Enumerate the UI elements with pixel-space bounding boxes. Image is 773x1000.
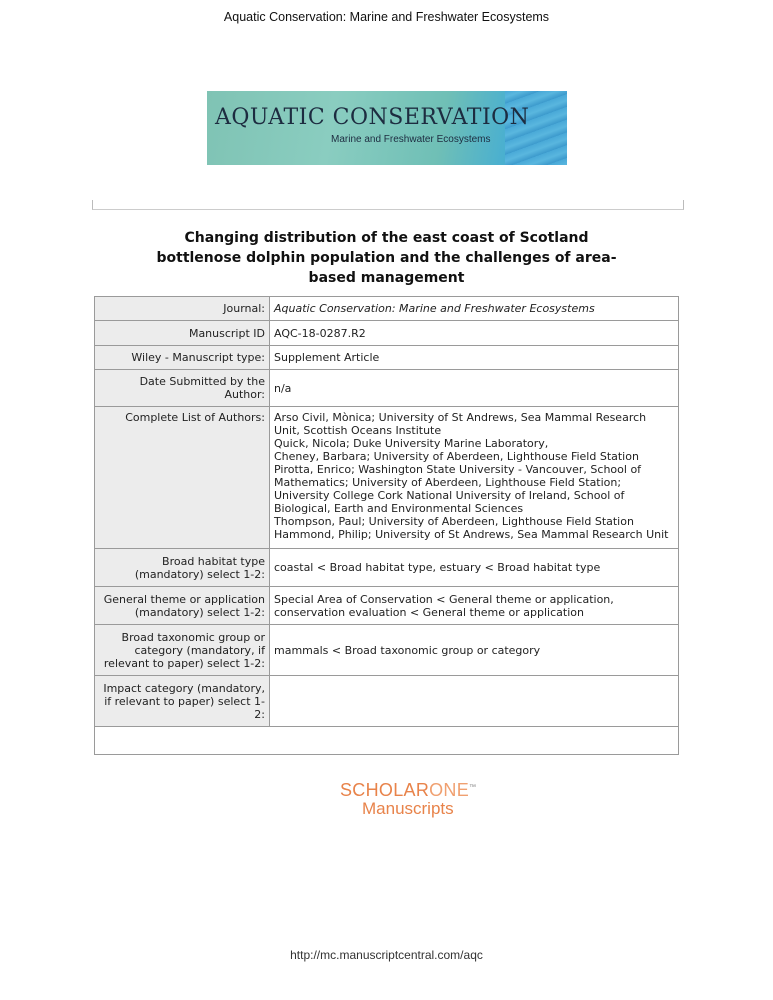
impact-label: Impact category (mandatory, if relevant to paper) select 1-2: <box>95 676 270 727</box>
date-submitted-label: Date Submitted by the Author: <box>95 370 270 407</box>
one-text: ONE <box>429 780 470 800</box>
table-row <box>95 407 679 549</box>
banner-subtitle: Marine and Freshwater Ecosystems <box>331 134 491 145</box>
author-entry: Quick, Nicola; Duke University Marine Laboratory, <box>274 437 549 450</box>
journal-banner <box>207 91 567 165</box>
taxonomic-label: Broad taxonomic group or category (mandatory, if relevant to paper) select 1-2: <box>95 625 270 676</box>
banner-title: AQUATIC CONSERVATION <box>215 105 530 130</box>
table-row <box>95 346 679 370</box>
date-submitted-value: n/a <box>270 370 679 407</box>
author-entry: Arso Civil, Mònica; University of St Andrews, Sea Mammal Research Unit, Scottish Oceans Institute <box>274 411 647 437</box>
manuscript-type-label: Wiley - Manuscript type: <box>95 346 270 370</box>
authors-label: Complete List of Authors: <box>95 407 270 549</box>
table-row <box>95 370 679 407</box>
theme-value: Special Area of Conservation < General theme or application, conservation evaluation < General theme or application <box>270 587 679 625</box>
impact-value <box>270 676 679 727</box>
scholarone-wordmark <box>340 780 476 801</box>
divider <box>92 200 684 210</box>
table-row <box>95 625 679 676</box>
table-row <box>95 727 679 755</box>
manuscript-type-value: Supplement Article <box>270 346 679 370</box>
empty-row <box>95 727 679 755</box>
manuscript-title <box>120 228 653 288</box>
manuscript-id-value: AQC-18-0287.R2 <box>270 321 679 346</box>
manuscripts-text: Manuscripts <box>362 799 454 818</box>
author-entry: Pirotta, Enrico; Washington State University - Vancouver, School of Mathematics; University of Aberdeen, Lighthouse Field Station; University College Cork National University of Ireland, School of Biological, Earth and Environmental Sciences <box>274 463 642 515</box>
author-entry: Hammond, Philip; University of St Andrews, Sea Mammal Research Unit <box>274 528 669 541</box>
author-entry: Cheney, Barbara; University of Aberdeen, Lighthouse Field Station <box>274 450 639 463</box>
title-line: Changing distribution of the east coast of Scotland <box>184 230 589 246</box>
trademark-symbol: ™ <box>469 784 477 791</box>
journal-header: Aquatic Conservation: Marine and Freshwater Ecosystems <box>223 10 550 24</box>
manuscript-details-table <box>94 296 679 755</box>
title-line: based management <box>308 270 465 286</box>
table-row <box>95 297 679 321</box>
author-entry: Thompson, Paul; University of Aberdeen, Lighthouse Field Station <box>274 515 634 528</box>
manuscript-id-label: Manuscript ID <box>95 321 270 346</box>
table-row <box>95 549 679 587</box>
scholar-text: SCHOLAR <box>340 780 430 800</box>
theme-label: General theme or application (mandatory) select 1-2: <box>95 587 270 625</box>
table-row <box>95 321 679 346</box>
scholarone-logo <box>340 780 476 819</box>
footer-url[interactable]: http://mc.manuscriptcentral.com/aqc <box>290 948 483 962</box>
taxonomic-value: mammals < Broad taxonomic group or category <box>270 625 679 676</box>
table-row <box>95 587 679 625</box>
title-line: bottlenose dolphin population and the challenges of area- <box>156 250 617 266</box>
habitat-value: coastal < Broad habitat type, estuary < Broad habitat type <box>270 549 679 587</box>
journal-label: Journal: <box>95 297 270 321</box>
habitat-label: Broad habitat type (mandatory) select 1-2: <box>95 549 270 587</box>
journal-value: Aquatic Conservation: Marine and Freshwater Ecosystems <box>270 297 679 321</box>
table-row <box>95 676 679 727</box>
authors-list <box>270 407 679 549</box>
